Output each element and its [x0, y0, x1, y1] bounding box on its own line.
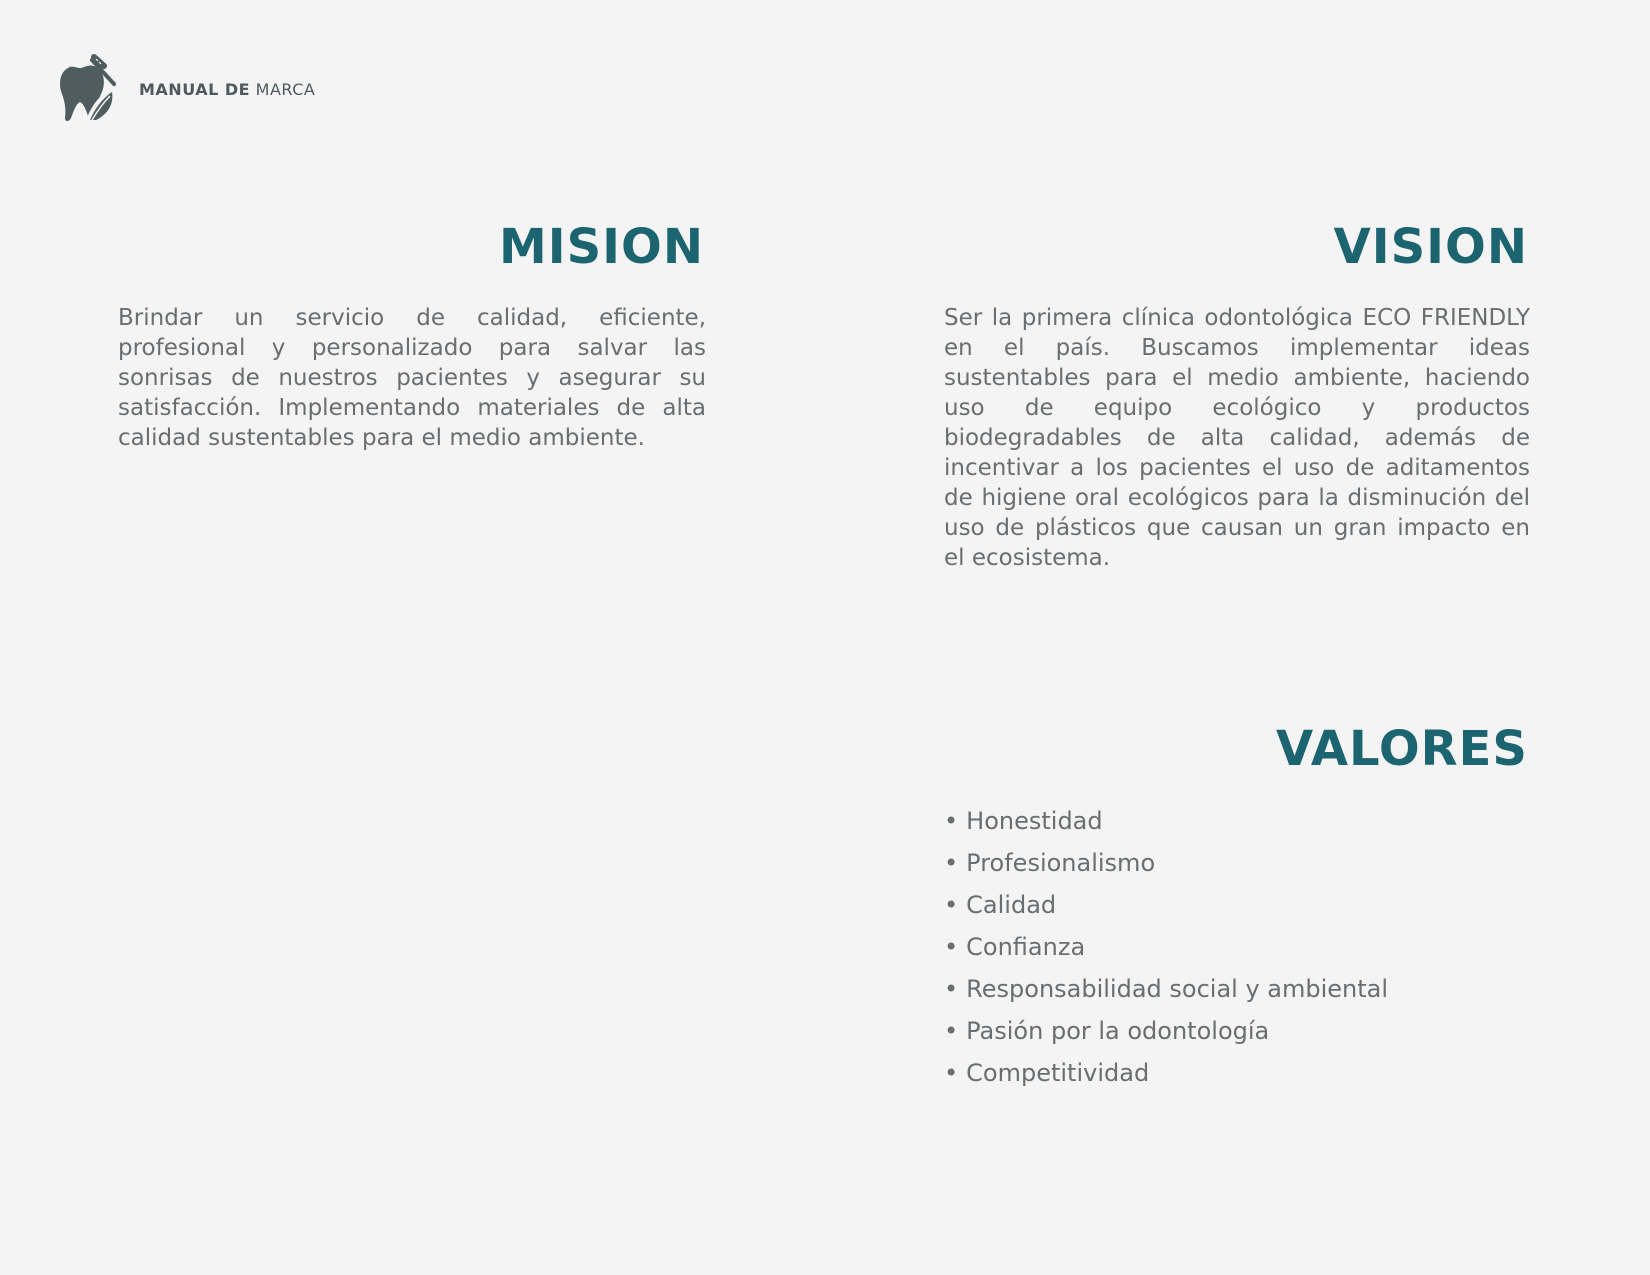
header — [58, 54, 315, 124]
valores-item — [944, 848, 1388, 890]
bullet: • — [944, 1017, 959, 1045]
valores-item — [944, 932, 1388, 974]
valores-item-label: Responsabilidad social y ambiental — [966, 975, 1389, 1003]
vision-heading: VISION — [1333, 219, 1528, 275]
valores-item — [944, 1016, 1388, 1058]
valores-item — [944, 890, 1388, 932]
valores-item-label: Competitividad — [966, 1059, 1150, 1087]
valores-item — [944, 1058, 1388, 1100]
tooth-leaf-logo-icon — [58, 54, 120, 124]
valores-heading: VALORES — [1275, 721, 1528, 777]
valores-item-label: Confianza — [966, 933, 1086, 961]
valores-item-label: Pasión por la odontología — [966, 1017, 1270, 1045]
valores-item-label: Honestidad — [966, 807, 1103, 835]
valores-item — [944, 974, 1388, 1016]
bullet: • — [944, 891, 959, 919]
mision-heading: MISION — [498, 219, 704, 275]
bullet: • — [944, 807, 959, 835]
valores-item-label: Profesionalismo — [966, 849, 1156, 877]
bullet: • — [944, 849, 959, 877]
bullet: • — [944, 975, 959, 1003]
bullet: • — [944, 1059, 959, 1087]
brand-title — [139, 80, 315, 99]
bullet: • — [944, 933, 959, 961]
mision-text: Brindar un servicio de calidad, eficiente, profesional y personalizado para salvar las sonrisas de nuestros pacientes y asegurar su satisfacción. Implementando materiales de alta calidad sustentables para el medio ambiente. — [118, 305, 706, 451]
valores-item — [944, 806, 1388, 848]
valores-item-label: Calidad — [966, 891, 1057, 919]
vision-text: Ser la primera clínica odontológica ECO FRIENDLY en el país. Buscamos implementar ideas sustentables para el medio ambiente, haciendo uso de equipo ecológico y productos biodegradables de alta calidad, además de incentivar a los pacientes el uso de aditamentos de higiene oral ecológicos para la disminución del uso de plásticos que causan un gran impacto en el ecosistema. — [944, 305, 1530, 571]
brand-title-bold: MANUAL DE — [139, 79, 251, 99]
valores-list — [944, 806, 1388, 1100]
brand-title-light: MARCA — [255, 79, 316, 99]
